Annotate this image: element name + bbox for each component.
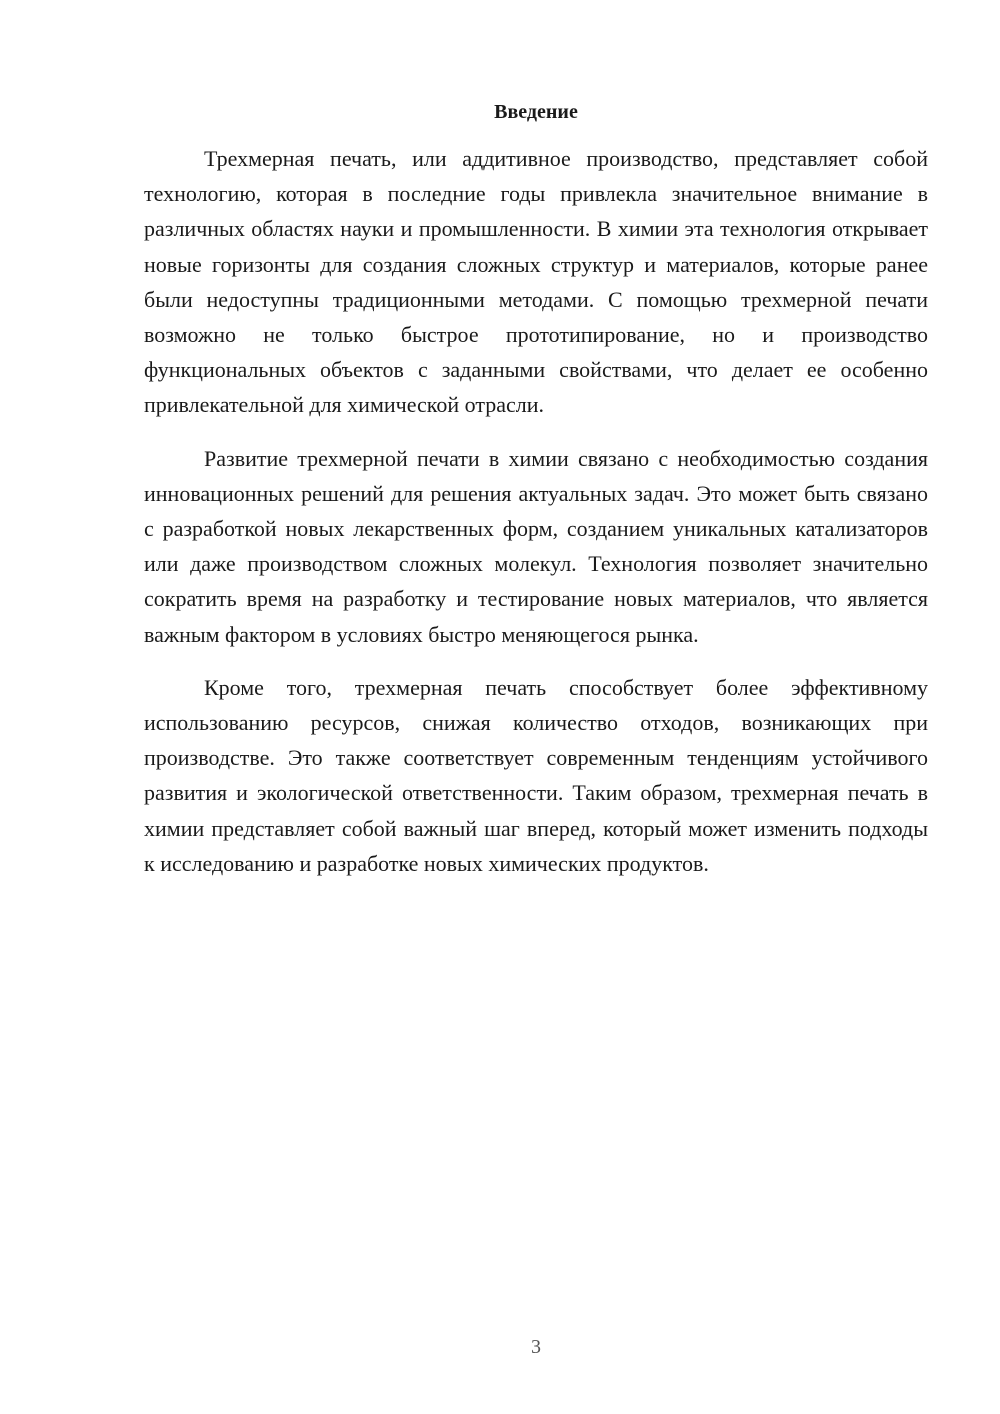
- paragraph: Трехмерная печать, или аддитивное производство, представляет собой технологию, которая в последние годы привлекла значительное внимание в различных областях науки и промышленности. В химии эта технология открывает новые горизонты для создания сложных структур и материалов, которые ранее были недоступны традиционными методами. С помощью трехмерной печати возможно не только быстрое прототипирование, но и производство функциональных объектов с заданными свойствами, что делает ее особенно привлекательной для химической отрасли.: [144, 146, 928, 418]
- section-heading: Введение: [494, 101, 578, 123]
- paragraph: Развитие трехмерной печати в химии связано с необходимостью создания инновационных решений для решения актуальных задач. Это может быть связано с разработкой новых лекарственных форм, созданием уникальных катализаторов или даже производством сложных молекул. Технология позволяет значительно сократить время на разработку и тестирование новых материалов, что является важным фактором в условиях быстро меняющегося рынка.: [144, 445, 928, 647]
- page-number: 3: [531, 1336, 541, 1358]
- paragraph: Кроме того, трехмерная печать способствует более эффективному использованию ресурсов, снижая количество отходов, возникающих при производстве. Это также соответствует современным тенденциям устойчивого развития и экологической ответственности. Таким образом, трехмерная печать в химии представляет собой важный шаг вперед, который может изменить подходы к исследованию и разработке новых химических продуктов.: [144, 674, 928, 876]
- body-text: [144, 141, 928, 899]
